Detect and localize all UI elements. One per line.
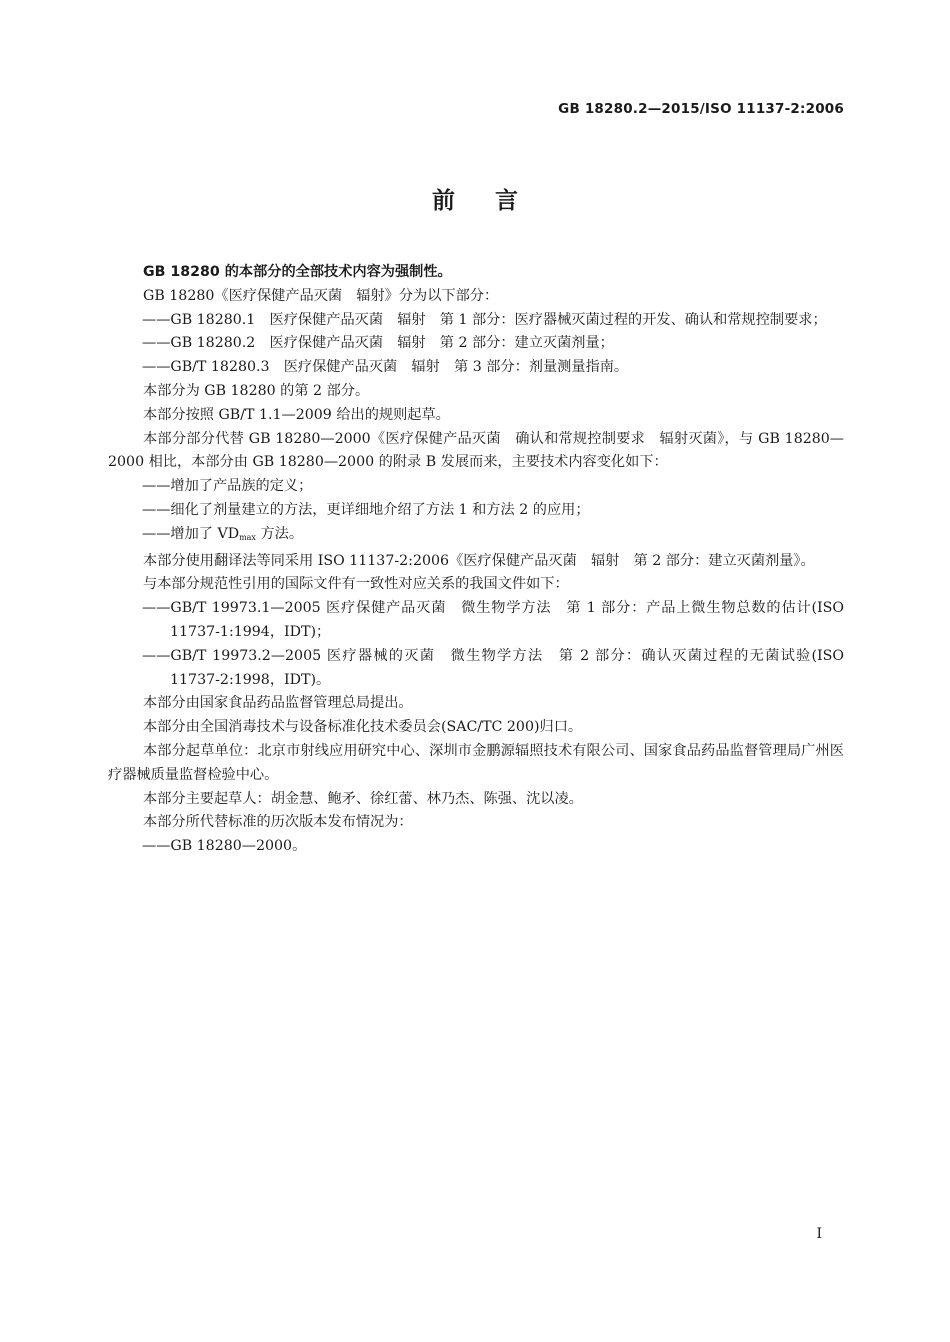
- change3-prefix: ——增加了 VD: [142, 525, 240, 542]
- page-title: 前言: [432, 188, 558, 214]
- list-item-reference2: ——GB/T 19973.2—2005 医疗器械的灭菌 微生物学方法 第 2 部分：确认灭菌过程的无菌试验(ISO 11737-2:1998，IDT)。: [142, 647, 844, 688]
- list-item-change1: ——增加了产品族的定义；: [142, 478, 313, 495]
- paragraph-drafters: 本部分主要起草人：胡金慧、鲍矛、徐红蕾、林乃杰、陈强、沈以凌。: [143, 790, 583, 807]
- list-item-reference1: ——GB/T 19973.1—2005 医疗保健产品灭菌 微生物学方法 第 1 部分：产品上微生物总数的估计(ISO 11737-1:1994，IDT)；: [142, 600, 844, 640]
- list-item-history1: ——GB 18280—2000。: [142, 838, 307, 855]
- page-number: I: [816, 1226, 822, 1242]
- list-item-change3: [108, 523, 844, 550]
- change3-suffix: 方法。: [255, 525, 304, 542]
- list-item-part1: ——GB 18280.1 医疗保健产品灭菌 辐射 第 1 部分：医疗器械灭菌过程的开发、确认和常规控制要求；: [142, 311, 827, 328]
- paragraph-adoption: 本部分使用翻译法等同采用 ISO 11137-2:2006《医疗保健产品灭菌 辐射 第 2 部分：建立灭菌剂量》。: [143, 552, 815, 569]
- paragraph-drafting-units: 本部分起草单位：北京市射线应用研究中心、深圳市金鹏源辐照技术有限公司、国家食品药品监督管理局广州医疗器械质量监督检验中心。: [108, 742, 844, 783]
- paragraph-proposed-by: 本部分由国家食品药品监督管理总局提出。: [143, 695, 413, 712]
- paragraph-parts-intro: GB 18280《医疗保健产品灭菌 辐射》分为以下部分：: [143, 287, 499, 304]
- list-item-change2: ——细化了剂量建立的方法，更详细地介绍了方法 1 和方法 2 的应用；: [142, 501, 590, 518]
- change3-subscript: max: [239, 532, 256, 542]
- paragraph-history-intro: 本部分所代替标准的历次版本发布情况为：: [143, 814, 413, 831]
- paragraph-drafting-rules: 本部分按照 GB/T 1.1—2009 给出的规则起草。: [143, 406, 450, 423]
- list-item-part2: ——GB 18280.2 医疗保健产品灭菌 辐射 第 2 部分：建立灭菌剂量；: [142, 335, 614, 352]
- paragraph-references-intro: 与本部分规范性引用的国际文件有一致性对应关系的我国文件如下：: [143, 576, 569, 593]
- paragraph-this-part: 本部分为 GB 18280 的第 2 部分。: [143, 382, 370, 399]
- paragraph-mandatory: GB 18280 的本部分的全部技术内容为强制性。: [143, 264, 452, 280]
- paragraph-technical-committee: 本部分由全国消毒技术与设备标准化技术委员会(SAC/TC 200)归口。: [143, 719, 583, 736]
- foreword-body: [108, 261, 844, 859]
- list-item-part3: ——GB/T 18280.3 医疗保健产品灭菌 辐射 第 3 部分：剂量测量指南。: [142, 359, 629, 376]
- standard-code: GB 18280.2—2015/ISO 11137-2:2006: [558, 101, 844, 117]
- paragraph-replaces: 本部分部分代替 GB 18280—2000《医疗保健产品灭菌 确认和常规控制要求 辐射灭菌》，与 GB 18280—2000 相比，本部分由 GB 18280—2000 的附录 B 发展而来，主要技术内容变化如下：: [108, 430, 844, 471]
